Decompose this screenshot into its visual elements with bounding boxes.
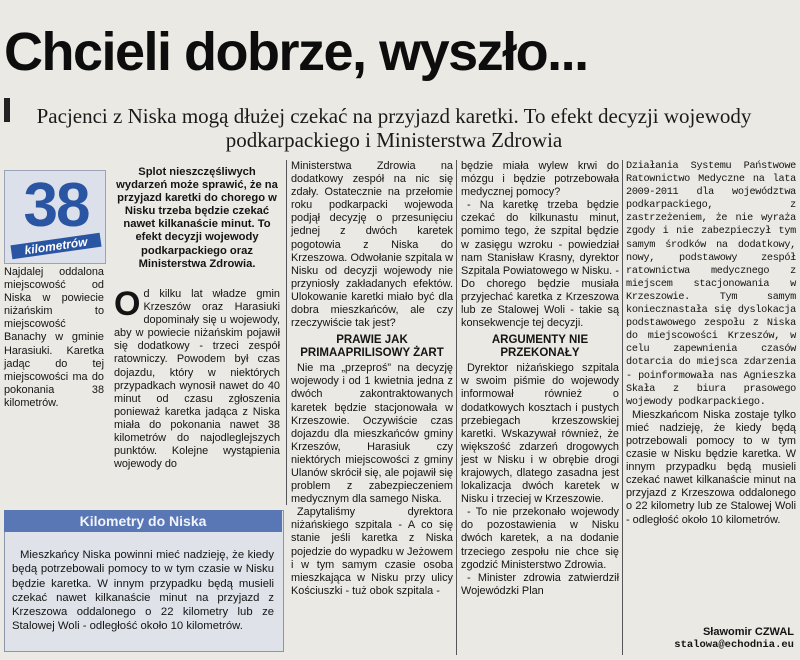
article-column-1 [114,285,280,471]
infobox-caption [4,266,104,410]
paragraph: Mieszkańcom Niska zostaje tylko mieć nadzieję, że kiedy będą potrzebowali pomocy to w tym czasie w Nisku będzie karetka. W innym przypadku będą musieli czekać nawet kilkanaście minut na przyjazd z Krzeszowa oddalonego o 22 kilometry lub ze Stalowej Woli - odległość około 10 kilometrów. [626,408,796,526]
column-divider [456,160,457,655]
article-column-3 [461,160,619,598]
sidebox-body [12,548,274,634]
paragraph: Nie ma „przeproś” na decyzję wojewody i od 1 kwietnia jedna z dwóch zakontraktowanych karetek będzie stacjonowała w Krzeszowie. Oczywiście czas dojazdu dla mieszkańców gminy Krzeszów, Harasiuk czy niektórych miejscowości z gminy Ulanów skrócił się, ale pojawił się problem z zabezpieczeniem medycznym dla samego Niska. [291,362,453,506]
author-name: Sławomir CZWAL [702,626,794,638]
article-column-4 [626,160,796,527]
distance-unit: kilometrów [10,233,101,259]
subheading: ARGUMENTY NIE PRZEKONAŁY [491,334,589,360]
paragraph: Dyrektor niżańskiego szpitala w swoim piśmie do wojewody informował również o dodatkowych kosztach i pustych przebiegach krzeszowskiej karetki. Wskazywał również, że większość zdarzeń drogowych jest w Nisku i w obrębie drogi krajowych, dlatego zasadna jest lokalizacja dwóch karetek w Nisku i trzeciej w Krzeszowie. [461,362,619,506]
paragraph: - Minister zdrowia zatwierdził Wojewódzki Plan [461,571,619,597]
paragraph: - To nie przekonało wojewody do pozostawienia w Nisku dwóch karetek, a na dodanie trzeciego zespołu nie chce się zgodzić Ministerstwo Zdrowia. [461,506,619,571]
paragraph: Zapytaliśmy dyrektora niżańskiego szpitala - A co się stanie jeśli karetka z Niska pojedzie do wypadku w Jeżowem i w tym samym czasie osoba mieszkająca w Nisku przy ulicy Kościuszki - tuż obok szpitala - [291,506,453,597]
subheading: PRAWIE JAK PRIMAAPRILISOWY ŻART [300,334,444,360]
sidebox-title: Kilometry do Niska [79,513,207,529]
paragraph: będzie miała wylew krwi do mózgu i będzie potrzebowała medycznej pomocy? [461,160,619,199]
paragraph: - Na karetkę trzeba będzie czekać do kilkunastu minut, pomimo tego, że szpital będzie w zasięgu wzroku - powiedział nam Stanisław Krasny, dyrektor Szpitala Powiatowego w Nisku. - Do chorego będzie musiała przyjechać karetka z Krzeszowa lub ze Stalowej Woli - takie są konsekwencje tej decyzji. [461,199,619,330]
distance-number: 38 [23,171,89,240]
paragraph: Działania Systemu Państwowe Ratownictwo Medyczne na lata 2009-2011 dla województwa podkarpackiego, z zastrzeżeniem, że nie wyraża zgody i nie zabezpieczył tym samym środków na dodatkowy, nowy, podstawowy zespół ratownictwa medycznego z miejscem stacjonowania w Krzeszowie. Tym samym koniecznastała się dyslokacja podstawowego zespołu z Niska do miejscowości Krzeszów, w celu zapewnienia czasów dotarcia do miejsca zdarzenia - poinformowała nas Agnieszka Skała z biura prasowego wojewody podkarpackiego. [626,161,796,408]
byline [626,626,794,652]
drop-cap: O [114,285,141,323]
intro: Splot nieszczęśliwych wydarzeń może sprawić, że na przyjazd karetki do chorego w Nisku trzeba będzie czekać nawet kilkanaście minut. To efekt decyzji wojewody podkarpackiego oraz Ministerstwa Zdrowia. [116,166,278,270]
paragraph: Ministerstwa Zdrowia na dodatkowy zespół na nic się zdały. Ostatecznie na przełomie roku podkarpacki wojewoda podjął decyzję o przesunięciu jednej z dwóch karetek pogotowia z Niska do Krzeszowa. Odwołanie szpitala w Nisku od decyzji wojewody nie przyniosły zakładanych efektów. Ulokowanie karetki miało być dla dobra mieszkańców, ale czy rzeczywiście tak jest? [291,160,453,330]
infobox-caption-text: Najdalej oddalona miejscowość od Niska w powiecie niżańskim to miejscowość Banachy w gminie Harasiuki. Karetka jadąc do tej miejscowości ma do pokonania 38 kilometrów. [4,266,104,409]
column-divider [622,160,623,655]
article-column-2 [291,160,453,598]
author-email[interactable]: stalowa@echodnia.eu [674,639,794,651]
lead: Pacjenci z Niska mogą dłużej czekać na przyjazd karetki. To efekt decyzji wojewody podkarpackiego i Ministerstwa Zdrowia [36,104,752,152]
headline: Chcieli dobrze, wyszło... [4,22,588,82]
sidebox-header [4,510,282,532]
paragraph [114,285,280,471]
sidebox-text: Mieszkańcy Niska powinni mieć nadzieję, że kiedy będą potrzebowali pomocy to w tym czasie w Nisku będzie karetka. W innym przypadku będą musieli czekać nawet kilkanaście minut na przyjazd z Krzeszowa oddalonego o 22 kilometry lub ze Stalowej Woli - odległość około 10 kilometrów. [12,549,274,633]
distance-infobox [4,170,106,264]
paragraph-text: d kilku lat władze gmin Krzeszów oraz Harasiuki dopominały się u wojewody, aby w powiecie niżańskim pojawił się dodatkowy - trzeci zespół ratowniczy. Powodem był czas dojazdu, który w niektórych przypadkach wynosił nawet do 40 minut od czasu zgłoszenia ponieważ karetka jadąca z Niska miała do pokonania nawet 38 kilometrów do najodleglejszych punktów. Kolejne wystąpienia wojewody do [114,288,280,471]
column-divider [286,160,287,505]
